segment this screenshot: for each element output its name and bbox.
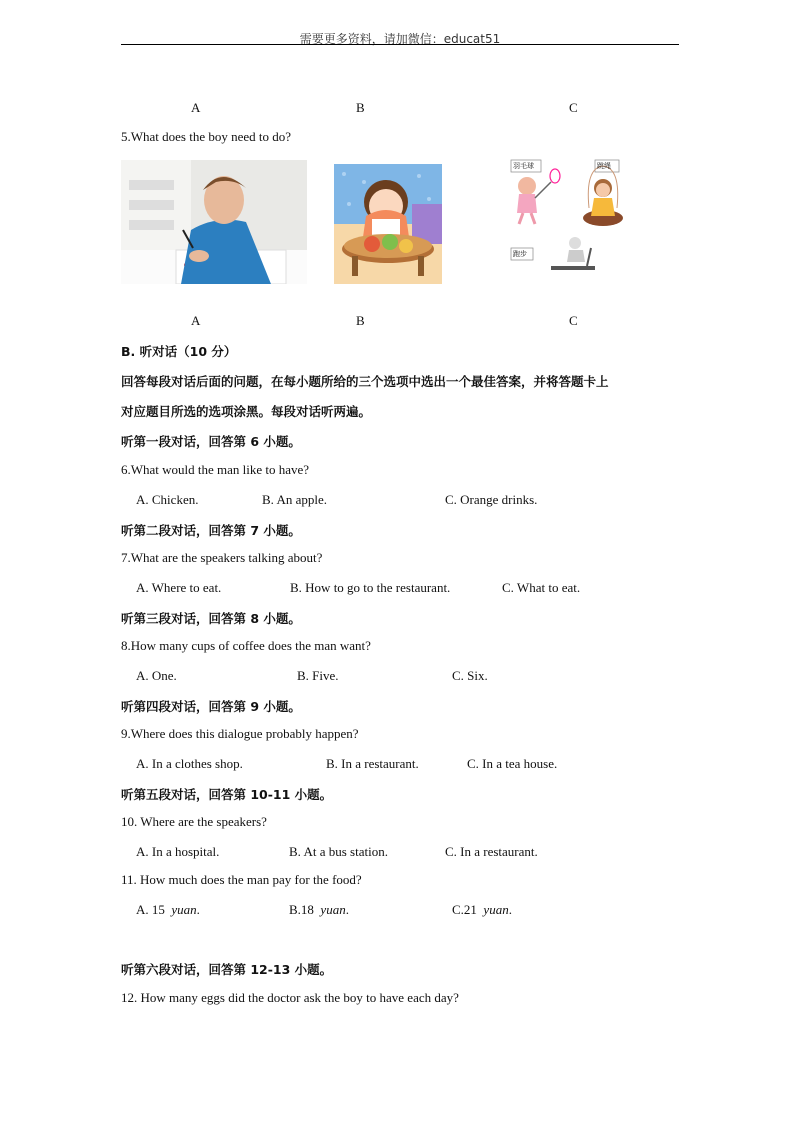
q9-option-a: A. In a clothes shop. xyxy=(136,756,243,771)
q7-option-c: C. What to eat. xyxy=(502,580,581,595)
q11-option-c xyxy=(452,902,512,918)
dialogue-2-heading: 听第二段对话，回答第 7 小题。 xyxy=(121,523,301,538)
q10-question: 10. Where are the speakers? xyxy=(121,814,267,829)
q11-option-c-prefix: C.21 xyxy=(452,902,484,917)
q4-label-a: A xyxy=(191,100,201,115)
header-rule xyxy=(121,44,679,45)
section-b-title: B. 听对话（10 分） xyxy=(121,344,237,359)
section-b-instructions-2: 对应题目所选的选项涂黑。每段对话听两遍。 xyxy=(121,404,372,419)
q11-option-c-suffix: . xyxy=(508,902,512,917)
q8-option-b: B. Five. xyxy=(297,668,339,683)
q7-question: 7.What are the speakers talking about? xyxy=(121,550,323,565)
dialogue-6-heading: 听第六段对话，回答第 12-13 小题。 xyxy=(121,962,333,977)
q6-option-b: B. An apple. xyxy=(262,492,327,507)
q4-label-c: C xyxy=(569,100,578,115)
page-header: 需要更多资料，请加微信：educat51 xyxy=(299,32,501,46)
q5-image-c-sports xyxy=(505,158,647,284)
image-c-caption-running: 跑步 xyxy=(513,250,527,258)
image-c-caption-badminton: 羽毛球 xyxy=(513,162,534,170)
q11-option-a xyxy=(136,902,200,918)
dialogue-5-heading: 听第五段对话，回答第 10-11 小题。 xyxy=(121,787,333,802)
q11-option-b xyxy=(289,902,349,918)
q5-image-a-boy-writing xyxy=(121,160,307,284)
q9-option-b: B. In a restaurant. xyxy=(326,756,419,771)
q5-label-b: B xyxy=(356,313,365,328)
q8-question: 8.How many cups of coffee does the man want? xyxy=(121,638,371,653)
q8-option-c: C. Six. xyxy=(452,668,488,683)
dialogue-3-heading: 听第三段对话，回答第 8 小题。 xyxy=(121,611,301,626)
q8-option-a: A. One. xyxy=(136,668,177,683)
q7-option-a: A. Where to eat. xyxy=(136,580,222,595)
q11-option-a-prefix: A. 15 xyxy=(136,902,172,917)
dialogue-4-heading: 听第四段对话，回答第 9 小题。 xyxy=(121,699,301,714)
dialogue-1-heading: 听第一段对话，回答第 6 小题。 xyxy=(121,434,301,449)
q6-option-a: A. Chicken. xyxy=(136,492,199,507)
q5-label-a: A xyxy=(191,313,201,328)
q11-option-c-unit: yuan xyxy=(483,902,509,917)
q12-question: 12. How many eggs did the doctor ask the boy to have each day? xyxy=(121,990,459,1005)
q11-option-b-suffix: . xyxy=(345,902,349,917)
section-b-instructions-1: 回答每段对话后面的问题，在每小题所给的三个选项中选出一个最佳答案，并将答题卡上 xyxy=(121,374,609,389)
image-c-caption-jumprope: 跳绳 xyxy=(597,162,611,170)
q11-option-a-unit: yuan xyxy=(171,902,197,917)
q5-image-b-girl-eating xyxy=(334,164,442,284)
q5-question: 5.What does the boy need to do? xyxy=(121,129,292,144)
q11-question: 11. How much does the man pay for the food? xyxy=(121,872,362,887)
q11-option-b-unit: yuan xyxy=(320,902,346,917)
q11-option-a-suffix: . xyxy=(196,902,200,917)
q4-label-b: B xyxy=(356,100,365,115)
q6-question: 6.What would the man like to have? xyxy=(121,462,310,477)
q9-question: 9.Where does this dialogue probably happen? xyxy=(121,726,359,741)
q10-option-c: C. In a restaurant. xyxy=(445,844,538,859)
q7-option-b: B. How to go to the restaurant. xyxy=(290,580,451,595)
q10-option-b: B. At a bus station. xyxy=(289,844,388,859)
q9-option-c: C. In a tea house. xyxy=(467,756,558,771)
q11-option-b-prefix: B.18 xyxy=(289,902,321,917)
q10-option-a: A. In a hospital. xyxy=(136,844,220,859)
q6-option-c: C. Orange drinks. xyxy=(445,492,538,507)
q5-label-c: C xyxy=(569,313,578,328)
